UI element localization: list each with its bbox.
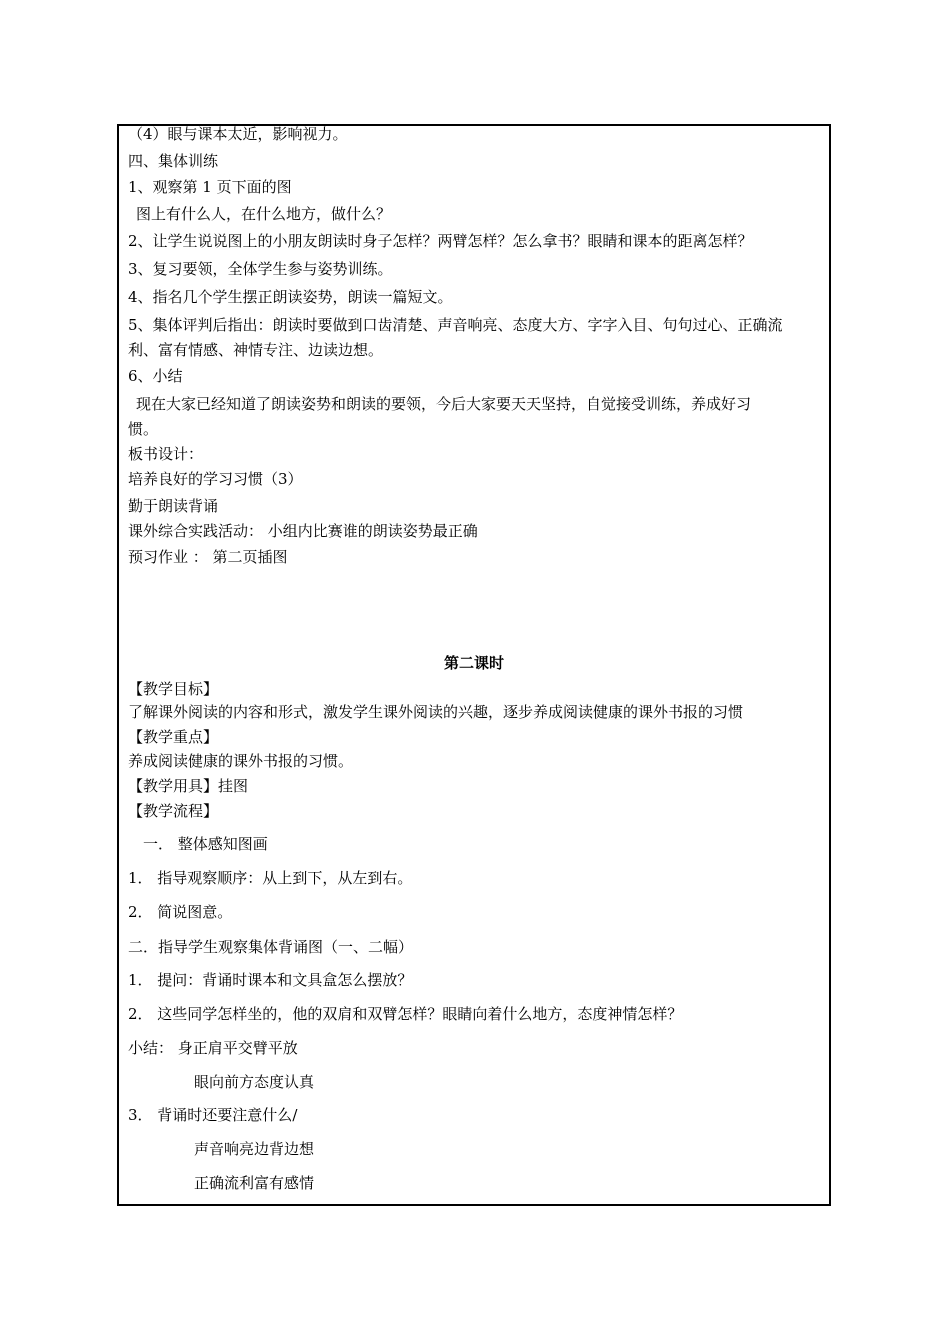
text-line: 培养良好的学习习惯（3） [128, 470, 303, 488]
text-line: 勤于朗读背诵 [128, 497, 219, 515]
text-line: 2、让学生说说图上的小朋友朗读时身子怎样？两臂怎样？怎么拿书？眼睛和课本的距离怎样？ [128, 232, 753, 250]
section-title: 第二课时 [443, 654, 504, 672]
text-line: 惯。 [128, 420, 159, 438]
text-line: 3、复习要领，全体学生参与姿势训练。 [128, 260, 393, 278]
text-line: 课外综合实践活动： 小组内比赛谁的朗读姿势最正确 [128, 522, 478, 540]
text-line: 一． 整体感知图画 [143, 835, 268, 853]
text-line: 二．指导学生观察集体背诵图（一、二幅） [128, 938, 414, 956]
text-line: 声音响亮边背边想 [194, 1140, 315, 1158]
text-line: （4）眼与课本太近，影响视力。 [128, 125, 348, 143]
text-line: 【教学用具】挂图 [128, 777, 249, 795]
text-line: 【教学目标】 [128, 680, 219, 698]
text-line: 眼向前方态度认真 [194, 1073, 315, 1091]
text-line: 2． 简说图意。 [128, 903, 233, 921]
text-line: 1、观察第 1 页下面的图 [128, 178, 292, 196]
text-line: 【教学重点】 [128, 728, 219, 746]
text-line: 现在大家已经知道了朗读姿势和朗读的要领，今后大家要天天坚持，自觉接受训练，养成好习 [136, 395, 752, 413]
text-line: 【教学流程】 [128, 802, 219, 820]
text-line: 图上有什么人，在什么地方，做什么？ [136, 205, 392, 223]
text-line: 正确流利富有感情 [194, 1174, 315, 1192]
text-line: 养成阅读健康的课外书报的习惯。 [128, 752, 354, 770]
text-line: 2． 这些同学怎样坐的，他的双肩和双臂怎样？眼睛向着什么地方，态度神情怎样？ [128, 1005, 683, 1023]
section-heading: 四、集体训练 [128, 152, 219, 170]
text-line: 1． 提问：背诵时课本和文具盒怎么摆放？ [128, 971, 413, 989]
text-line: 预习作业 ： 第二页插图 [128, 548, 288, 566]
text-line: 利、富有情感、神情专注、边读边想。 [128, 341, 384, 359]
text-line: 6、小结 [128, 367, 183, 385]
text-line: 4、指名几个学生摆正朗读姿势，朗读一篇短文。 [128, 288, 453, 306]
text-line: 了解课外阅读的内容和形式，激发学生课外阅读的兴趣，逐步养成阅读健康的课外书报的习惯 [128, 703, 744, 721]
text-line: 板书设计： [128, 445, 204, 463]
text-line: 1． 指导观察顺序：从上到下，从左到右。 [128, 869, 413, 887]
text-line: 小结： 身正肩平交臂平放 [128, 1039, 298, 1057]
text-line: 5、集体评判后指出：朗读时要做到口齿清楚、声音响亮、态度大方、字字入目、句句过心、正确流 [128, 316, 783, 334]
text-line: 3． 背诵时还要注意什么/ [128, 1106, 298, 1124]
